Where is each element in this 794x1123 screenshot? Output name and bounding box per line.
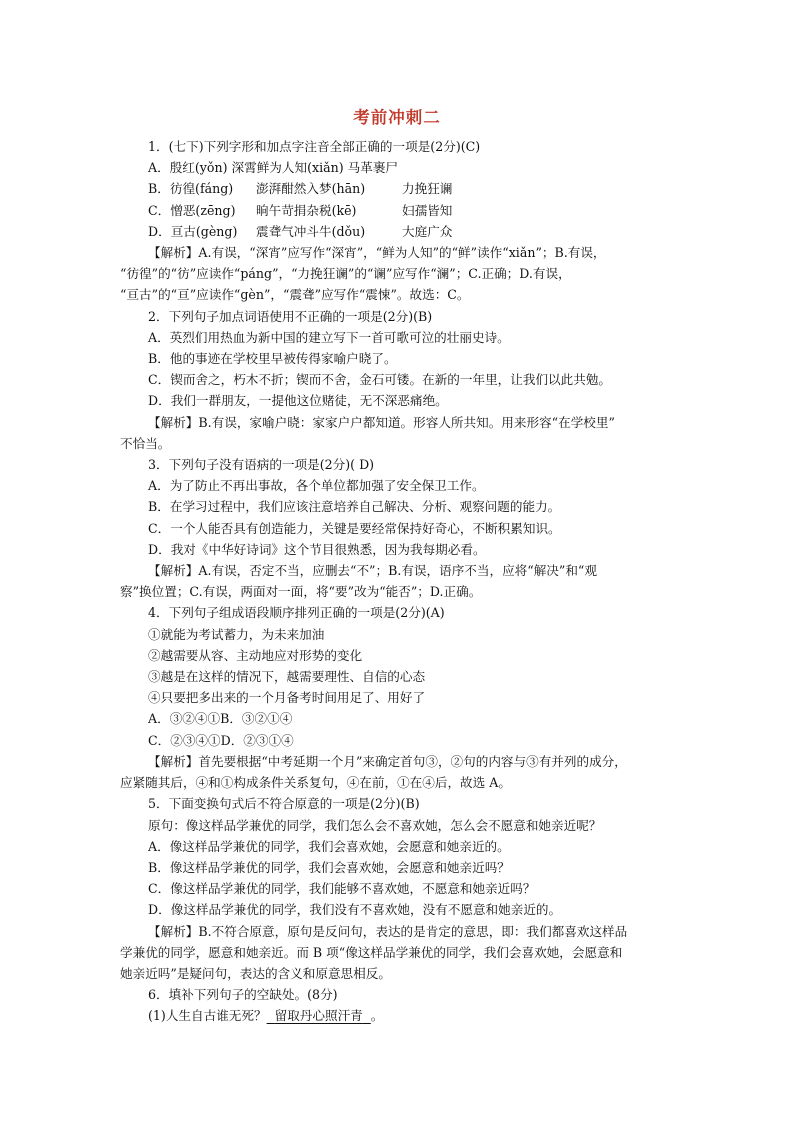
question-5-analysis-line: 她亲近吗”是疑问句，表达的含义和原意思相反。 — [120, 965, 391, 981]
question-5-option-c: C．像这样品学兼优的同学，我们能够不喜欢她，不愿意和她亲近吗？ — [148, 881, 536, 897]
question-4-sentence-1: ①就能为考试蓄力，为未来加油 — [148, 626, 325, 642]
question-2-analysis-line: 不恰当。 — [120, 435, 171, 451]
question-1-option-c: C．憎恶(zēng) 晌午苛捐杂税(kē) 妇孺皆知 — [148, 202, 453, 218]
question-4-sentence-3: ③越是在这样的情况下，越需要理性、自信的心态 — [148, 669, 426, 685]
question-3-analysis-line: 察”换位置；C.有误，两面对一面，将“要”改为“能否”；D.正确。 — [120, 584, 482, 600]
question-3-stem: 3．下列句子没有语病的一项是(2分)( D) — [148, 457, 375, 473]
question-5-stem: 5．下面变换句式后不符合原意的一项是(2分)(B) — [148, 796, 420, 812]
question-3-analysis-line: 【解析】A.有误，否定不当，应删去“不”；B.有误，语序不当，应将“解决”和“观 — [148, 563, 597, 579]
question-1-analysis-line: 【解析】A.有误，“深宵”应写作“深宵”，“鲜为人知”的“鲜”读作“xiǎn”；B.有误， — [148, 245, 606, 261]
question-5-original-sentence: 原句：像这样品学兼优的同学，我们怎么会不喜欢她，怎么会不愿意和她亲近呢？ — [148, 817, 602, 833]
question-6-stem: 6．填补下列句子的空缺处。(8分) — [148, 987, 338, 1003]
question-1-stem: 1．(七下)下列字形和加点字注音全部正确的一项是(2分)(C) — [148, 139, 481, 154]
question-2-option-c: C．锲而舍之，朽木不折；锲而不舍，金石可镂。在新的一年里，让我们以此共勉。 — [148, 372, 612, 388]
question-5-option-d: D．像这样品学兼优的同学，我们没有不喜欢她，没有不愿意和她亲近的。 — [148, 902, 562, 918]
question-4-analysis-line: 【解析】首先要根据“中考延期一个月”来确定首句③，②句的内容与③有并列的成分， — [148, 753, 627, 769]
question-2-stem: 2．下列句子加点词语使用不正确的一项是(2分)(B) — [148, 308, 433, 324]
question-5-analysis-line: 学兼优的同学，愿意和她亲近。而 B 项“像这样品学兼优的同学，我们会喜欢她，会愿意和 — [120, 944, 623, 960]
question-1-option-d: D．亘古(gèng) 震聋气冲斗牛(dǒu) 大庭广众 — [148, 223, 453, 239]
question-3-option-d: D．我对《中华好诗词》这个节目很熟悉，因为我每期必看。 — [148, 541, 486, 557]
question-2-analysis-line: 【解析】B.有误，家喻户晓：家家户户都知道。形容人所共知。用来形容“在学校里” — [148, 414, 615, 430]
question-1-analysis-line: “彷徨”的“彷”应读作“páng”，“力挽狂谰”的“谰”应写作“澜”；C.正确；D.有误， — [120, 266, 571, 282]
question-1-option-a: A．殷红(yǒn) 深霄鲜为人知(xiǎn) 马革裹尸 — [148, 160, 399, 176]
page-title: 考前冲刺二 — [353, 108, 441, 127]
question-4-stem: 4．下列句子组成语段顺序排列正确的一项是(2分)(A) — [148, 605, 445, 621]
question-5-analysis-line: 【解析】B.不符合原意，原句是反问句，表达的是肯定的意思，即：我们都喜欢这样品 — [148, 923, 628, 939]
question-2-option-a: A．英烈们用热血为新中国的建立写下一首可歌可泣的壮丽史诗。 — [148, 329, 510, 345]
answer-blank: 留取丹心照汗青 — [274, 1008, 363, 1024]
question-4-sentence-4: ④只要把多出来的一个月备考时间用足了、用好了 — [148, 690, 426, 706]
question-2-option-b: B．他的事迹在学校里早被传得家喻户晓了。 — [148, 351, 397, 367]
document-body — [120, 136, 686, 1027]
question-1-analysis-line: “亘古”的“亘”应读作“gèn”，“震聋”应写作“震悚”。故选：C。 — [120, 287, 470, 303]
question-3-option-b: B．在学习过程中，我们应该注意培养自己解决、分析、观察问题的能力。 — [148, 499, 561, 515]
question-5-option-a: A．像这样品学兼优的同学，我们会喜欢她，会愿意和她亲近的。 — [148, 838, 510, 854]
question-5-option-b: B．像这样品学兼优的同学，我们会喜欢她，会愿意和她亲近吗？ — [148, 859, 510, 875]
question-1-option-b: B．彷徨(fáng) 澎湃酣然入梦(hān) 力挽狂谰 — [148, 181, 453, 197]
question-3-option-c: C．一个人能否具有创造能力，关键是要经常保持好奇心，不断积累知识。 — [148, 520, 561, 536]
question-4-options-cd: C．②③④①D．②③①④ — [148, 732, 294, 748]
question-6-item-1: (1)人生自古谁无死？ 留取丹心照汗青 。 — [148, 1008, 384, 1024]
question-4-analysis-line: 应紧随其后，④和①构成条件关系复句，④在前，①在④后，故选 A。 — [120, 775, 511, 791]
question-3-option-a: A．为了防止不再出事故，各个单位都加强了安全保卫工作。 — [148, 478, 485, 494]
question-4-options-ab: A．③②④①B．③②①④ — [148, 711, 293, 727]
question-2-option-d: D．我们一群朋友，一提他这位赌徒，无不深恶痛绝。 — [148, 393, 448, 409]
question-4-sentence-2: ②越需要从容、主动地应对形势的变化 — [148, 647, 363, 663]
